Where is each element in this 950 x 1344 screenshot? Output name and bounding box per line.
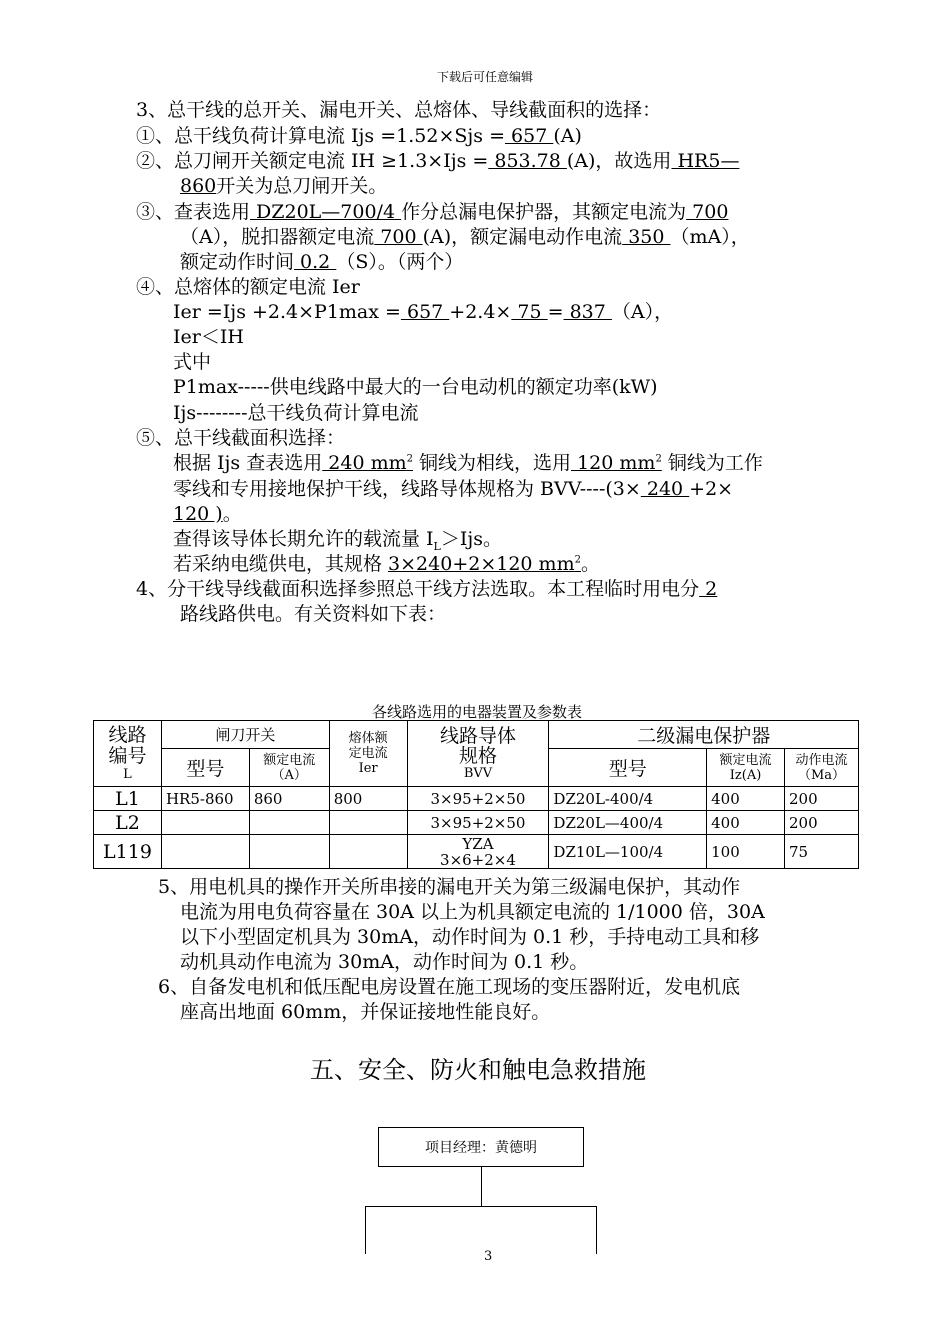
item-5-line1: 5、用电机具的操作开关所串接的漏电开关为第三级漏电保护，其动作 <box>158 876 741 898</box>
item-c5-title: ⑤、总干线截面积选择： <box>136 427 346 449</box>
item-c5-line4: 查得该导体长期允许的载流量 $I_L>Ijs$。 <box>173 528 503 553</box>
item-c3-line1: ③、查表选用 DZ20L—700/4 作分总漏电保护器，其额定电流为 700 <box>136 201 729 223</box>
header-rcd-action: 动作电流 （Ma） <box>785 749 859 787</box>
item-c5-line3: 120 )。 <box>173 503 242 525</box>
item-c4-formula: Ier =Ijs +2.4×P1max = 657 +2.4× 75 = 837 （A）， <box>173 301 674 323</box>
item-4: 4、分干线导线截面积选择参照总干线方法选取。本工程临时用电分 2 <box>136 578 718 600</box>
table-row: L1 HR5-860 860 800 3×95+2×50 DZ20L-400/4 400 200 <box>94 787 859 811</box>
item-c4-title: ④、总熔体的额定电流 Ier <box>136 276 360 298</box>
item-c4-where: 式中 <box>173 351 212 373</box>
header-switch-current: 额定电流 （A） <box>249 749 329 787</box>
header-conductor: 线路导体 规格 BVV <box>407 721 549 787</box>
table-row: L119 YZA 3×6+2×4 DZ10L—100/4 100 75 <box>94 835 859 869</box>
item-c2-line2: 860开关为总刀闸开关。 <box>180 175 388 197</box>
item-c3-line3: 额定动作时间 0.2 （S）。（两个） <box>180 251 464 273</box>
item-4-line2: 路线路供电。有关资料如下表： <box>180 603 447 625</box>
header-switch: 闸刀开关 <box>161 721 329 749</box>
item-5-line3: 以下小型固定机具为 30mA，动作时间为 0.1 秒，手持电动工具和移 <box>180 926 760 948</box>
item-c4-ineq: Ier＜IH <box>173 326 244 348</box>
item-6-line1: 6、自备发电机和低压配电房设置在施工现场的变压器附近，发电机底 <box>158 976 741 998</box>
page-header-note: 下载后可任意编辑 <box>437 70 534 84</box>
item-5-line4: 动机具动作电流为 30mA，动作时间为 0.1 秒。 <box>180 951 589 973</box>
item-c3-line2: （A），脱扣器额定电流 700 (A)，额定漏电动作电流 350 （mA）， <box>180 226 750 248</box>
item-c1: ①、总干线负荷计算电流 Ijs =1.52×Sjs = 657 (A) <box>136 125 582 147</box>
org-connector-left <box>365 1206 366 1254</box>
item-c5-line1: 根据 Ijs 查表选用 240 $mm^2$ 铜线为相线，选用 120 $mm^2$ 铜线为工作 <box>173 452 763 474</box>
item-3-heading: 3、总干线的总开关、漏电开关、总熔体、导线截面积的选择： <box>136 99 662 121</box>
org-connector-vertical <box>481 1167 482 1207</box>
item-c5-line2: 零线和专用接地保护干线，线路导体规格为 BVV----(3× 240 +2× <box>173 478 734 500</box>
header-switch-type: 型号 <box>161 749 249 787</box>
org-connector-horizontal <box>365 1206 597 1207</box>
item-c2: ②、总刀闸开关额定电流 IH ≥1.3×Ijs = 853.78 (A)，故选用 HR5— <box>136 150 740 172</box>
item-c5-line5: 若采纳电缆供电，其规格 3×240+2×120 $mm^2$。 <box>173 553 600 575</box>
header-rcd: 二级漏电保护器 <box>549 721 859 749</box>
table-row: L2 3×95+2×50 DZ20L—400/4 400 200 <box>94 811 859 835</box>
header-line-no: 线路 编号 L <box>94 721 162 787</box>
section-title: 五、安全、防火和触电急救措施 <box>310 1056 646 1084</box>
item-c4-def2: Ijs--------总干线负荷计算电流 <box>173 402 419 424</box>
item-5-line2: 电流为用电负荷容量在 30A 以上为机具额定电流的 1/1000 倍，30A <box>180 901 765 923</box>
org-connector-right <box>596 1206 597 1254</box>
table-caption: 各线路选用的电器装置及参数表 <box>372 703 583 721</box>
header-rcd-type: 型号 <box>549 749 707 787</box>
parameter-table <box>93 720 859 869</box>
org-manager-box: 项目经理：黄德明 <box>378 1127 584 1167</box>
page-number: 3 <box>484 1249 493 1264</box>
header-fuse: 熔体额 定电流 Ier <box>329 721 407 787</box>
item-6-line2: 座高出地面 60mm，并保证接地性能良好。 <box>180 1001 551 1023</box>
header-rcd-current: 额定电流 Iz(A) <box>707 749 785 787</box>
item-c4-def1: P1max-----供电线路中最大的一台电动机的额定功率(kW) <box>173 376 658 398</box>
